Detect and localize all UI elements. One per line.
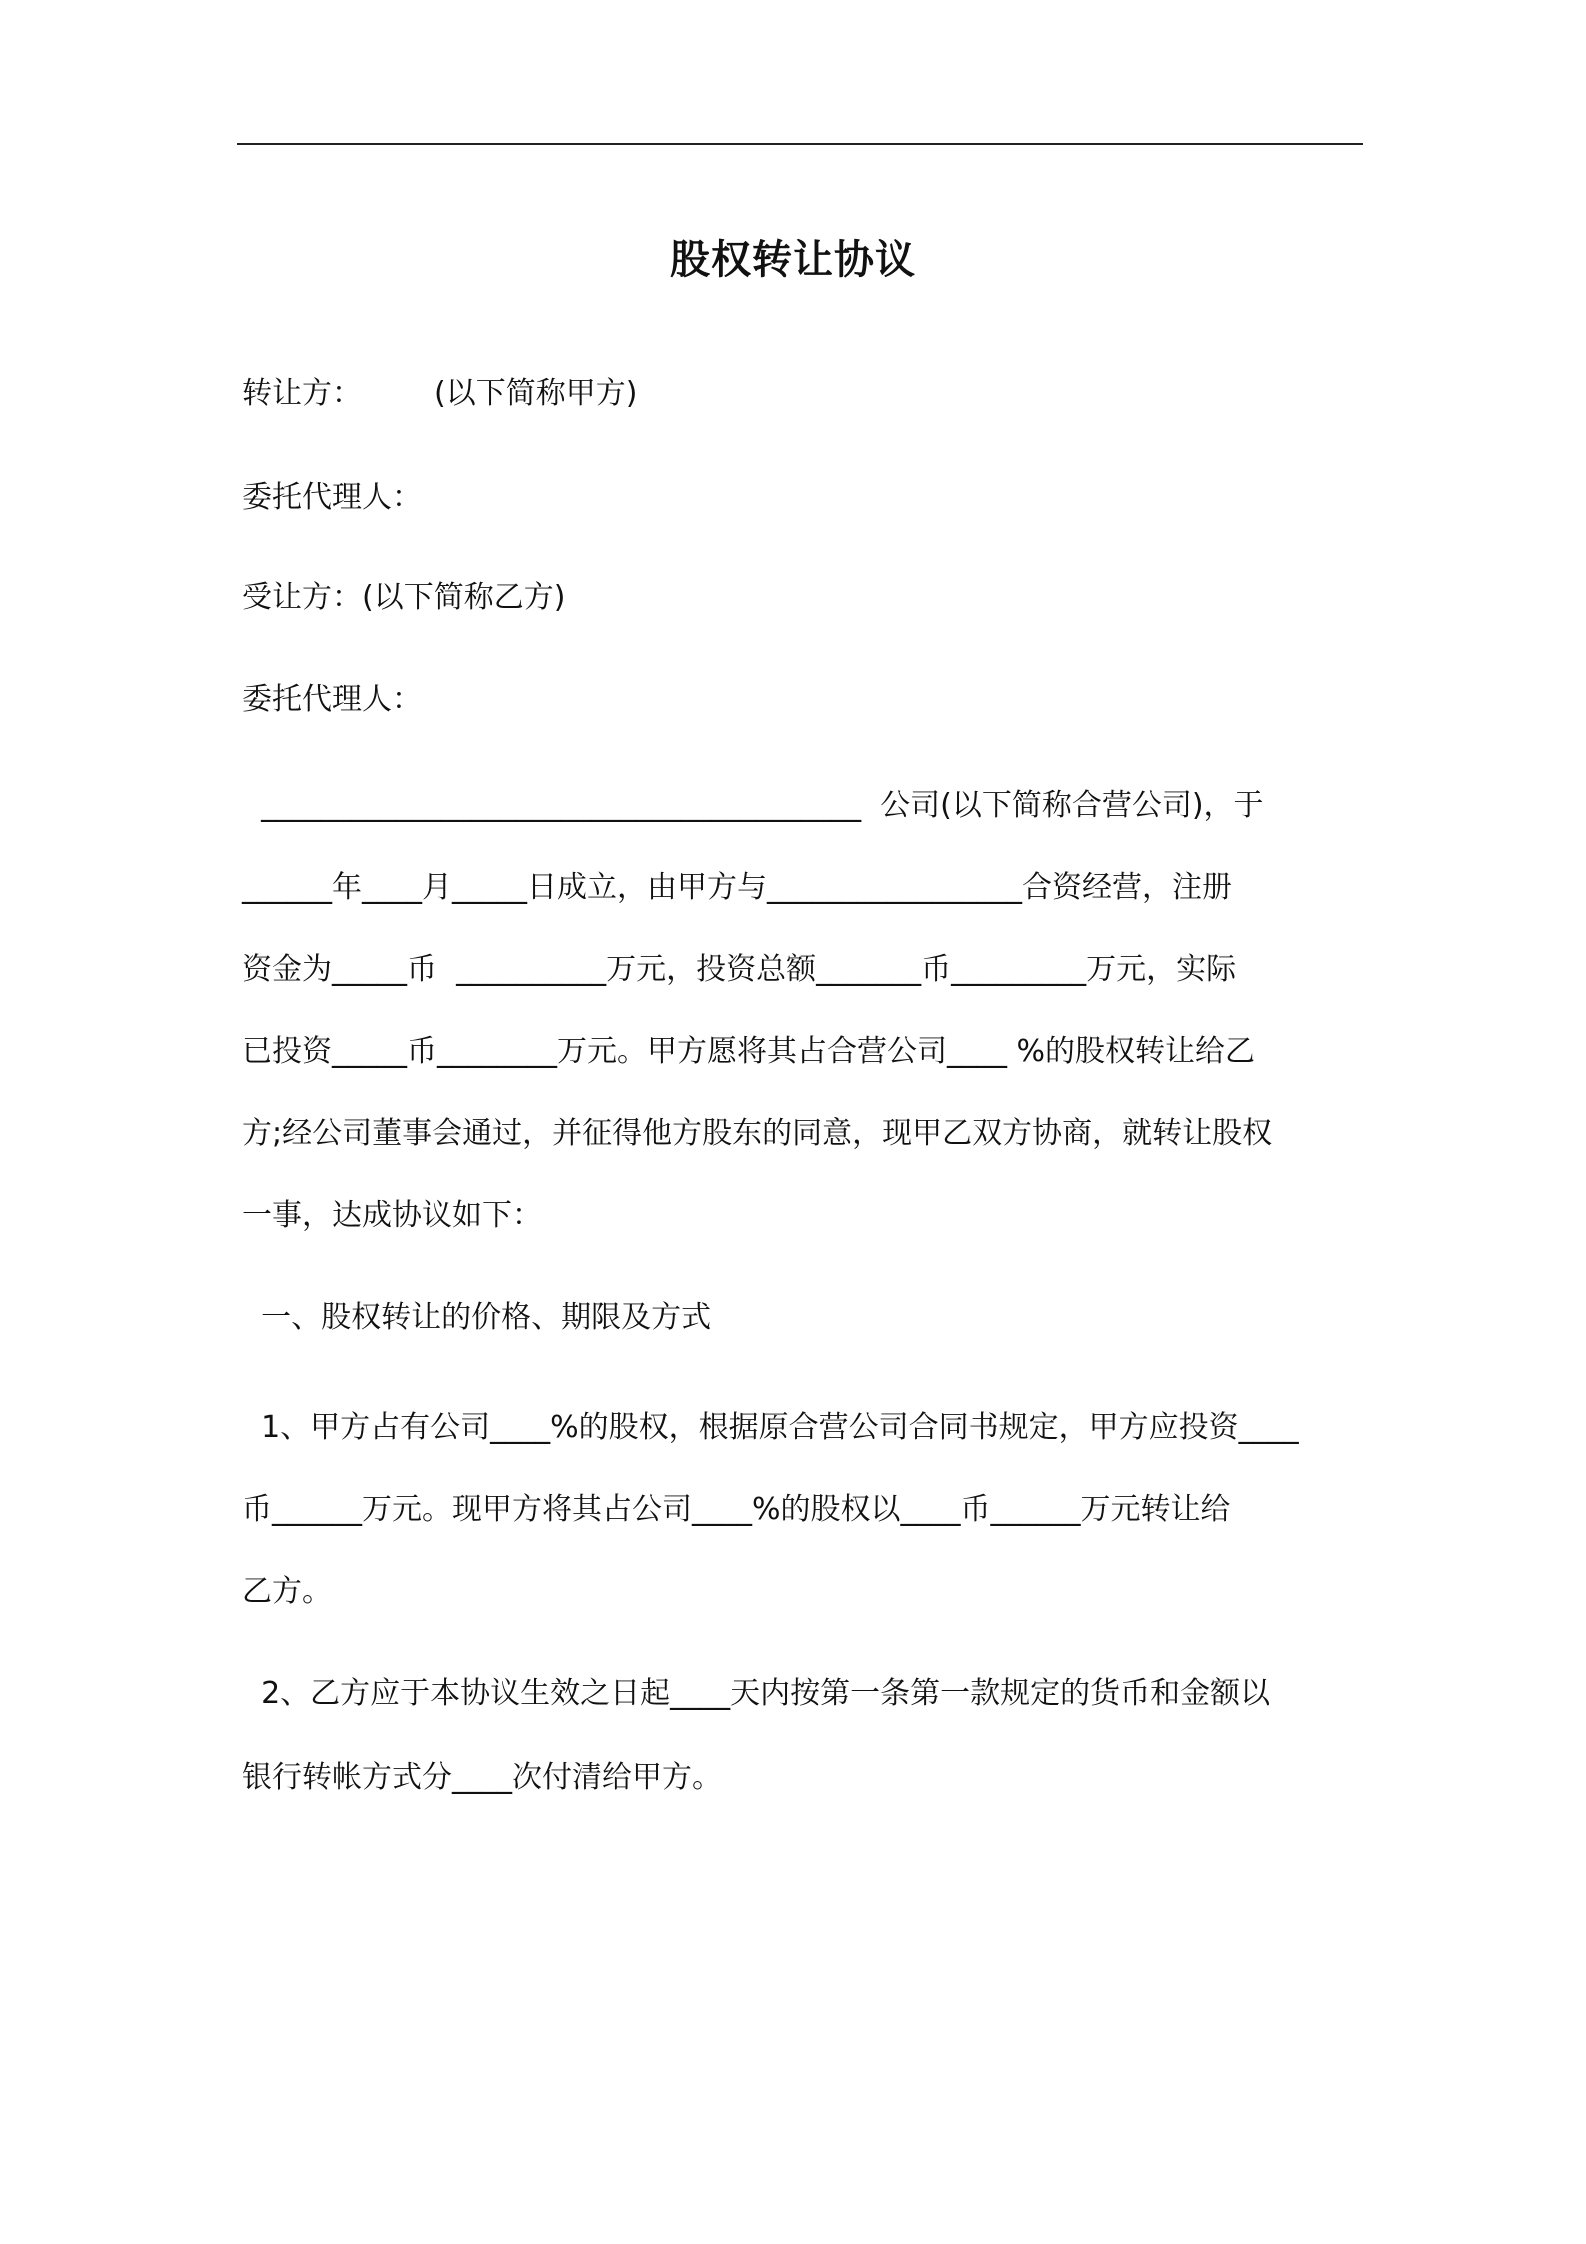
clause-1-line: 乙方。 <box>242 1574 332 1609</box>
intro-line: 一事，达成协议如下： <box>242 1198 542 1233</box>
clause-2-line: 银行转帐方式分____次付清给甲方。 <box>242 1760 722 1795</box>
transferor-agent-line: 委托代理人： <box>242 480 422 515</box>
document-title: 股权转让协议 <box>670 237 916 283</box>
section-heading: 一、股权转让的价格、期限及方式 <box>242 1300 712 1335</box>
transferee-agent-line: 委托代理人： <box>242 682 422 717</box>
clause-1-line: 1、甲方占有公司____%的股权，根据原合营公司合同书规定，甲方应投资____ <box>242 1410 1299 1445</box>
transferor-label: 转让方： <box>242 376 362 411</box>
intro-line: ________________________________________ 公司(以下简称合营公司)，于 <box>242 788 1264 823</box>
transferee-line: 受让方：(以下简称乙方) <box>242 580 566 615</box>
intro-line: 已投资_____币________万元。甲方愿将其占合营公司____ %的股权转让给乙 <box>242 1034 1256 1069</box>
intro-line: 资金为_____币 __________万元，投资总额_______币_________万元，实际 <box>242 952 1237 987</box>
transferor-note: (以下简称甲方) <box>434 376 638 411</box>
transferor-line <box>242 372 637 416</box>
clause-2-line: 2、乙方应于本协议生效之日起____天内按第一条第一款规定的货币和金额以 <box>242 1676 1271 1711</box>
intro-line: 方;经公司董事会通过，并征得他方股东的同意，现甲乙双方协商，就转让股权 <box>242 1116 1273 1151</box>
header-rule <box>237 143 1363 145</box>
clause-1-line: 币______万元。现甲方将其占公司____%的股权以____币______万元转让给 <box>242 1492 1231 1527</box>
intro-line: ______年____月_____日成立，由甲方与_________________合资经营，注册 <box>242 870 1232 905</box>
